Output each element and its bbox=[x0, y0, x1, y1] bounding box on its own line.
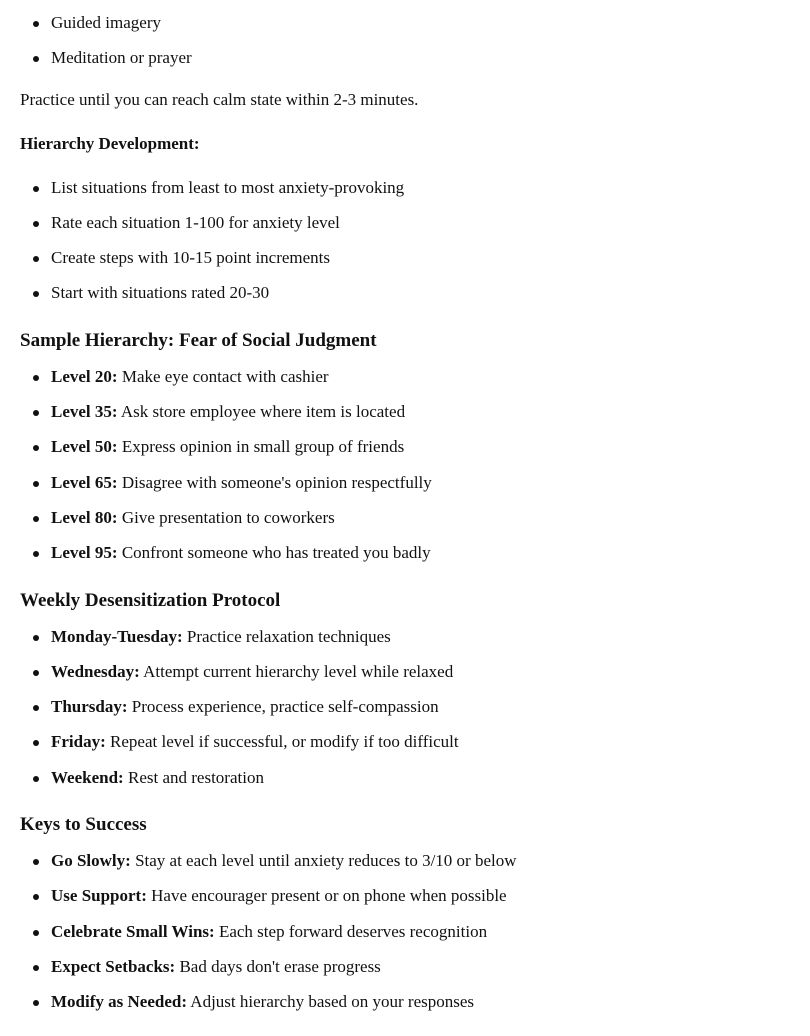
item-label: Friday: bbox=[51, 732, 106, 752]
relaxation-methods-list bbox=[20, 10, 790, 81]
list-item bbox=[20, 765, 790, 800]
item-text: Bad days don't erase progress bbox=[175, 956, 381, 976]
item-text: Rest and restoration bbox=[123, 767, 264, 787]
item-text: Give presentation to coworkers bbox=[117, 507, 335, 527]
list-item bbox=[20, 624, 790, 659]
list-item bbox=[20, 434, 790, 469]
list-item: Meditation or prayer bbox=[20, 45, 790, 80]
item-label: Expect Setbacks: bbox=[51, 956, 176, 976]
weekly-protocol-heading: Weekly Desensitization Protocol bbox=[20, 589, 281, 611]
item-label: Level 35: bbox=[51, 402, 118, 422]
item-text: Make eye contact with cashier bbox=[117, 366, 329, 386]
list-item bbox=[20, 989, 790, 1024]
list-item bbox=[20, 919, 790, 954]
document-body bbox=[20, 10, 790, 1025]
item-label: Use Support: bbox=[51, 886, 147, 906]
item-text: Stay at each level until anxiety reduces to 3/10 or below bbox=[130, 851, 517, 871]
item-label: Level 50: bbox=[51, 437, 118, 457]
item-label: Thursday: bbox=[51, 697, 128, 717]
item-label: Weekend: bbox=[51, 767, 124, 787]
list-item bbox=[20, 659, 790, 694]
item-label: Go Slowly: bbox=[51, 851, 131, 871]
sample-hierarchy-heading: Sample Hierarchy: Fear of Social Judgment bbox=[20, 329, 377, 351]
item-label: Modify as Needed: bbox=[51, 992, 187, 1012]
item-label: Wednesday: bbox=[51, 661, 140, 681]
keys-to-success-heading: Keys to Success bbox=[20, 814, 147, 836]
list-item bbox=[20, 848, 790, 883]
list-item: Guided imagery bbox=[20, 10, 790, 45]
list-item bbox=[20, 470, 790, 505]
sample-hierarchy-list bbox=[20, 364, 790, 576]
item-text: Each step forward deserves recognition bbox=[214, 921, 488, 941]
list-item bbox=[20, 540, 790, 575]
practice-note: Practice until you can reach calm state within 2-3 minutes. bbox=[20, 89, 419, 109]
hierarchy-development-list bbox=[20, 175, 790, 316]
list-item bbox=[20, 954, 790, 989]
item-label: Level 80: bbox=[51, 507, 118, 527]
weekly-protocol-list bbox=[20, 624, 790, 800]
item-text: Confront someone who has treated you badly bbox=[117, 543, 431, 563]
list-item: Create steps with 10-15 point increments bbox=[20, 245, 790, 280]
item-text: Process experience, practice self-compassion bbox=[127, 697, 439, 717]
hierarchy-development-heading: Hierarchy Development: bbox=[20, 133, 200, 153]
item-text: Disagree with someone's opinion respectfully bbox=[117, 472, 432, 492]
item-label: Monday-Tuesday: bbox=[51, 626, 183, 646]
list-item bbox=[20, 883, 790, 918]
list-item bbox=[20, 364, 790, 399]
list-item: Rate each situation 1-100 for anxiety level bbox=[20, 210, 790, 245]
list-item bbox=[20, 399, 790, 434]
item-label: Level 20: bbox=[51, 366, 118, 386]
item-label: Level 65: bbox=[51, 472, 118, 492]
list-item bbox=[20, 729, 790, 764]
item-text: Adjust hierarchy based on your responses bbox=[186, 992, 475, 1012]
item-text: Attempt current hierarchy level while relaxed bbox=[139, 661, 454, 681]
item-text: Have encourager present or on phone when possible bbox=[146, 886, 507, 906]
item-label: Celebrate Small Wins: bbox=[51, 921, 215, 941]
list-item bbox=[20, 694, 790, 729]
item-text: Practice relaxation techniques bbox=[182, 626, 391, 646]
item-text: Express opinion in small group of friends bbox=[117, 437, 405, 457]
list-item: List situations from least to most anxiety-provoking bbox=[20, 175, 790, 210]
item-text: Repeat level if successful, or modify if too difficult bbox=[105, 732, 459, 752]
keys-to-success-list bbox=[20, 848, 790, 1024]
list-item: Start with situations rated 20-30 bbox=[20, 280, 790, 315]
item-text: Ask store employee where item is located bbox=[117, 402, 406, 422]
item-label: Level 95: bbox=[51, 543, 118, 563]
list-item bbox=[20, 505, 790, 540]
